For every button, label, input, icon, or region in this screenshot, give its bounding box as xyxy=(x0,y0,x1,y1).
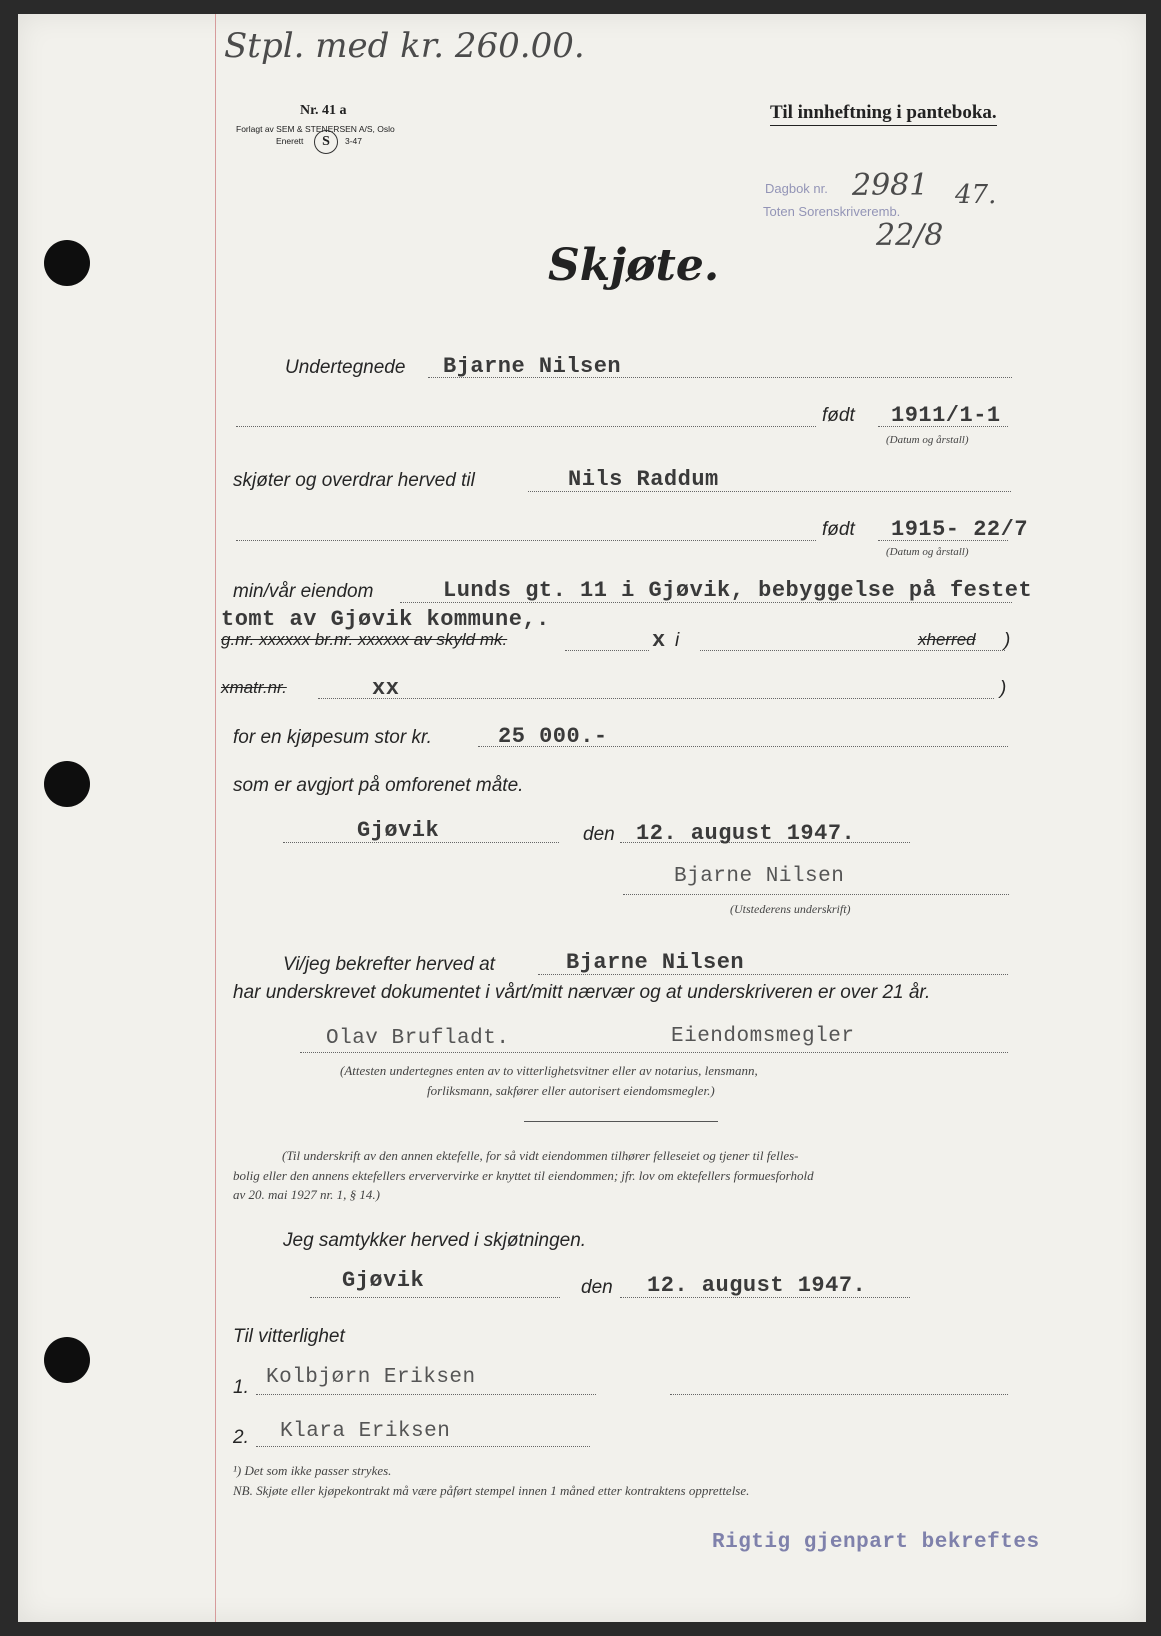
date-value: 12. august 1947. xyxy=(636,821,856,846)
punch-hole-top xyxy=(44,240,90,286)
attest-line2: har underskrevet dokumentet i vårt/mitt nærvær og at underskriveren er over 21 år. xyxy=(233,982,931,1003)
witness1-second-line xyxy=(670,1394,1008,1395)
attest-witness-title: Eiendomsmegler xyxy=(671,1025,855,1048)
publisher-line: Forlagt av SEM & STENERSEN A/S, Oslo xyxy=(236,124,395,134)
datum-note-1: (Datum og årstall) xyxy=(886,434,969,446)
attest-note-2: forliksmann, sakfører eller autorisert eiendomsmegler.) xyxy=(427,1083,715,1098)
witness1-number: 1. xyxy=(233,1377,249,1398)
footnote-1: ¹) Det som ikke passer strykes. xyxy=(233,1463,392,1478)
publisher-code: 3-47 xyxy=(345,136,363,146)
spouse-note-1: (Til underskrift av den annen ektefelle, for så vidt eiendommen tilhører felleseiet og tjener til felles- xyxy=(282,1148,799,1163)
gnr-x: x xyxy=(652,628,666,653)
witness1-line xyxy=(256,1394,596,1395)
matr-label: xmatr.nr. xyxy=(221,678,287,697)
eiendom-label: min/vår eiendom xyxy=(233,581,374,602)
purchase-price: 25 000.- xyxy=(498,724,608,749)
buyer-name: Nils Raddum xyxy=(568,467,719,492)
consent-place-line xyxy=(310,1297,560,1298)
fodt1-label: født xyxy=(822,405,855,426)
seller-birthdate: 1911/1-1 xyxy=(891,403,1001,428)
margin-line xyxy=(215,14,216,1622)
avgjort-text: som er avgjort på omforenet måte. xyxy=(233,775,524,796)
kjopesum-label: for en kjøpesum stor kr. xyxy=(233,727,432,748)
dagbok-year: 47. xyxy=(955,180,997,210)
seller-name: Bjarne Nilsen xyxy=(443,354,622,379)
consent-text: Jeg samtykker herved i skjøtningen. xyxy=(283,1230,587,1251)
footnote-2: NB. Skjøte eller kjøpekontrakt må være påført stempel innen 1 måned etter kontraktens opprettelse. xyxy=(233,1483,750,1498)
separator-line xyxy=(524,1121,718,1122)
stamp-office: Toten Sorenskriveremb. xyxy=(763,204,901,219)
place-value: Gjøvik xyxy=(357,818,440,843)
paren-close-1: ) xyxy=(1004,630,1011,651)
signature-caption: (Utstederens underskrift) xyxy=(730,902,851,916)
consent-den-label: den xyxy=(581,1277,613,1298)
consent-place: Gjøvik xyxy=(342,1268,425,1293)
witness2-name: Klara Eriksen xyxy=(280,1420,451,1443)
right-heading: Til innheftning i panteboka. xyxy=(770,102,997,126)
signature-line xyxy=(623,894,1009,895)
attest-witness-line xyxy=(300,1052,1008,1053)
gnr-i: i xyxy=(675,630,680,651)
publisher-logo-icon: S xyxy=(314,130,338,154)
place-den-label: den xyxy=(583,824,615,845)
attest-name: Bjarne Nilsen xyxy=(566,950,745,975)
certification-stamp: Rigtig gjenpart bekreftes xyxy=(712,1531,1040,1554)
attest-note-1: (Attesten undertegnes enten av to vitterlighetsvitner eller av notarius, lensmann, xyxy=(340,1063,758,1078)
gnr-dotted xyxy=(565,650,649,651)
gnr-line: g.nr. xxxxxx br.nr. xxxxxx av skyld mk. xyxy=(221,630,508,649)
attest-witness-name: Olav Brufladt. xyxy=(326,1027,510,1050)
matr-value: xx xyxy=(372,676,400,701)
skjoter-label: skjøter og overdrar herved til xyxy=(233,470,475,491)
datum-note-2: (Datum og årstall) xyxy=(886,546,969,558)
herred-line xyxy=(700,650,1005,651)
punch-hole-bottom xyxy=(44,1337,90,1383)
witness2-number: 2. xyxy=(233,1427,249,1448)
stamp-date: 22/8 xyxy=(876,218,944,253)
fodt2-leading-line xyxy=(236,540,816,541)
consent-date: 12. august 1947. xyxy=(647,1273,867,1298)
witness1-name: Kolbjørn Eriksen xyxy=(266,1366,476,1389)
fodt2-label: født xyxy=(822,519,855,540)
seller-signature: Bjarne Nilsen xyxy=(674,865,845,888)
witness-heading: Til vitterlighet xyxy=(233,1326,345,1347)
property-address-cont: tomt av Gjøvik kommune,. xyxy=(221,607,550,632)
matr-line xyxy=(318,698,994,699)
attest-prefix: Vi/jeg bekrefter herved at xyxy=(283,954,495,975)
fodt1-leading-line xyxy=(236,426,816,427)
publisher-enerett: Enerett xyxy=(276,136,304,146)
document-title: Skjøte. xyxy=(548,240,720,291)
spouse-note-3: av 20. mai 1927 nr. 1, § 14.) xyxy=(233,1187,380,1202)
punch-hole-middle xyxy=(44,761,90,807)
property-address: Lunds gt. 11 i Gjøvik, bebyggelse på festet xyxy=(443,578,1033,603)
dagbok-label: Dagbok nr. xyxy=(765,181,828,196)
herred-label: xherred xyxy=(918,630,976,649)
paren-close-2: ) xyxy=(1000,678,1007,699)
form-number: Nr. 41 a xyxy=(300,103,347,118)
spouse-note-2: bolig eller den annens ektefellers erververvirke er knyttet til eiendommen; jfr. lov om ektefellers formuesforhold xyxy=(233,1168,814,1183)
dagbok-number: 2981 xyxy=(852,168,929,203)
witness2-line xyxy=(256,1446,590,1447)
undertegnede-label: Undertegnede xyxy=(285,357,406,378)
buyer-birthdate: 1915- 22/7 xyxy=(891,517,1029,542)
handwritten-stamp-fee: Stpl. med kr. 260.00. xyxy=(224,26,585,66)
